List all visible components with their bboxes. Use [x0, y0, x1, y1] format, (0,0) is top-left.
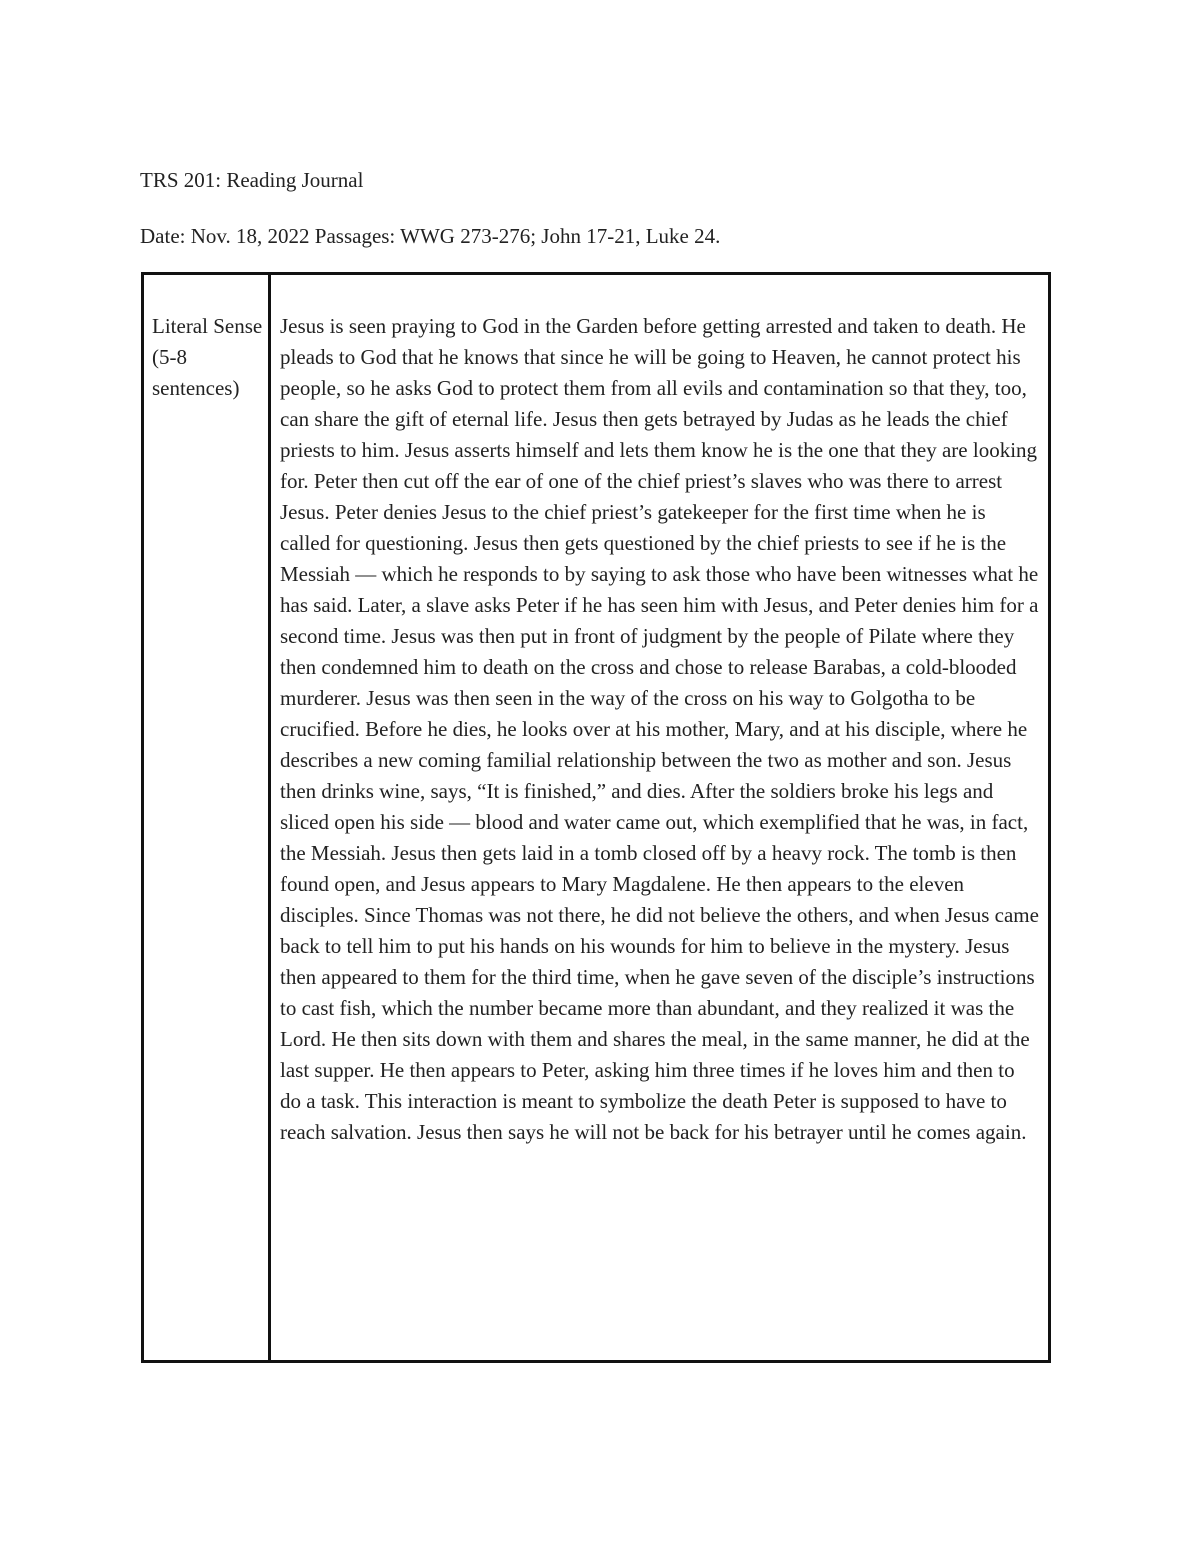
literal-sense-text: Jesus is seen praying to God in the Garden before getting arrested and taken to death. He pleads to God that he knows that since he will be going to Heaven, he cannot protect his people, so he asks God to protect them from all evils and contamination so that they, too, can share the gift of eternal life. Jesus then gets betrayed by Judas as he leads the chief priests to him. Jesus asserts himself and lets them know he is the one that they are looking for. Peter then cut off the ear of one of the chief priest’s slaves who was there to arrest Jesus. Peter denies Jesus to the chief priest’s gatekeeper for the first time when he is called for questioning. Jesus then gets questioned by the chief priests to see if he is the Messiah — which he responds to by saying to ask those who have been witnesses what he has said. Later, a slave asks Peter if he has seen him with Jesus, and Peter denies him for a second time. Jesus was then put in front of judgment by the people of Pilate where they then condemned him to death on the cross and chose to release Barabas, a cold-blooded murderer. Jesus was then seen in the way of the cross on his way to Golgotha to be crucified. Before he dies, he looks over at his mother, Mary, and at his disciple, where he describes a new coming familial relationship between the two as mother and son. Jesus then drinks wine, says, “It is finished,” and dies. After the soldiers broke his legs and sliced open his side — blood and water came out, which exemplified that he was, in fact, the Messiah. Jesus then gets laid in a tomb closed off by a heavy rock. The tomb is then found open, and Jesus appears to Mary Magdalene. He then appears to the eleven disciples. Since Thomas was not there, he did not believe the others, and when Jesus came back to tell him to put his hands on his wounds for him to believe in the mystery. Jesus then appeared to them for the third time, when he gave seven of the disciple’s instructions to cast fish, which the number became more than abundant, and they realized it was the Lord. He then sits down with them and shares the meal, in the same manner, he did at the last supper. He then appears to Peter, asking him three times if he loves him and then to do a task. This interaction is meant to symbolize the death Peter is supposed to have to reach salvation. Jesus then says he will not be back for his betrayer until he comes again. — [280, 314, 1039, 1144]
literal-sense-label: Literal Sense (5-8 sentences) — [144, 275, 271, 1360]
date-passages-line: Date: Nov. 18, 2022 Passages: WWG 273-276; John 17-21, Luke 24. — [140, 224, 721, 248]
document-title: TRS 201: Reading Journal — [140, 168, 364, 192]
journal-table — [141, 272, 1051, 1363]
